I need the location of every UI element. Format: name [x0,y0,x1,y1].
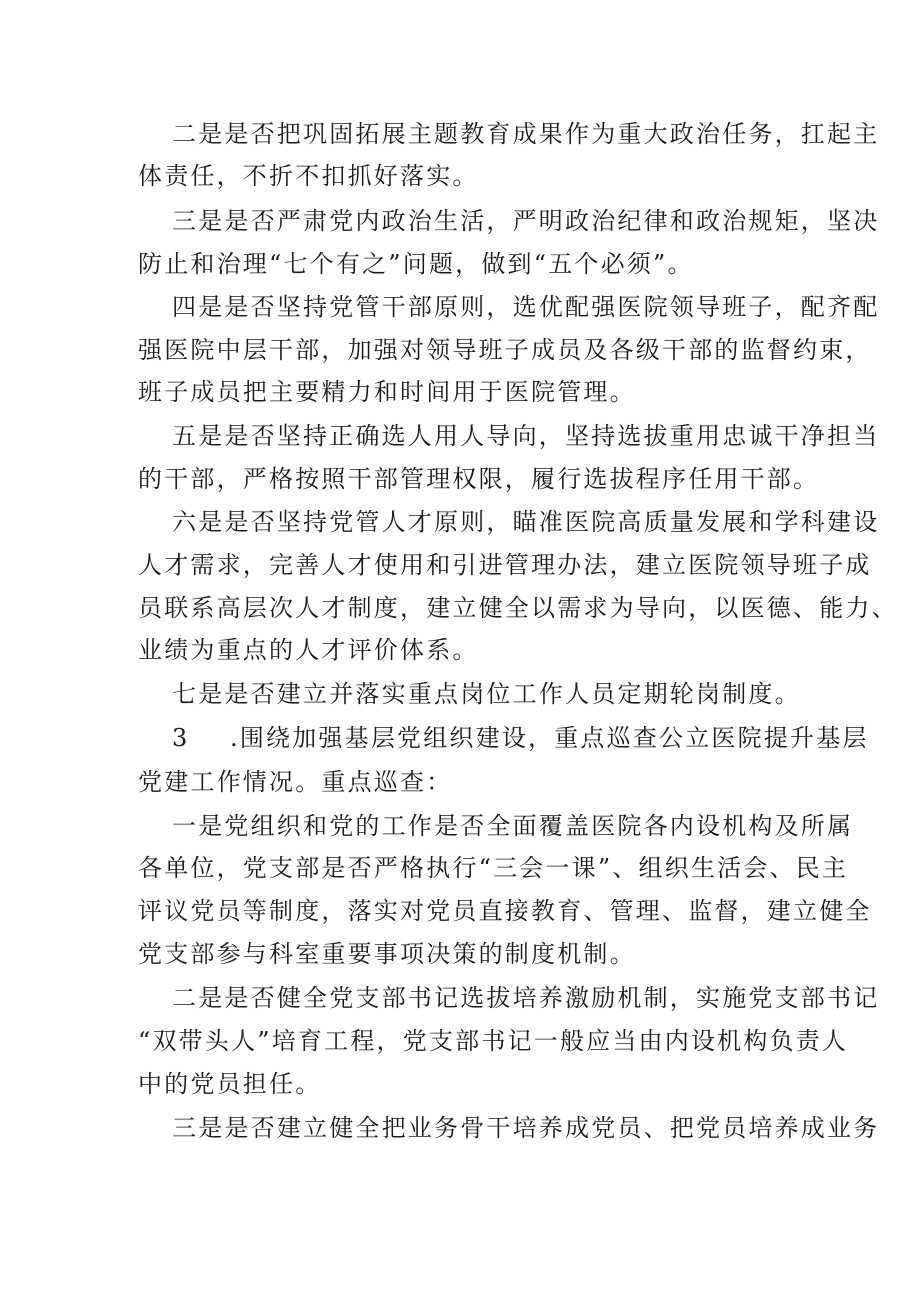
paragraph-line: 六是是否坚持党管人才原则，瞄准医院高质量发展和学科建设 [172,508,880,536]
paragraph-line: 的干部，严格按照干部管理权限，履行选拔程序任用干部。 [138,465,820,493]
paragraph-line: 七是是否建立并落实重点岗位工作人员定期轮岗制度。 [172,680,801,708]
paragraph-line: 党支部参与科室重要事项决策的制度机制。 [138,940,636,968]
paragraph-line: 评议党员等制度，落实对党员直接教育、管理、监督，建立健全 [138,897,872,925]
paragraph-line: 五是是否坚持正确选人用人导向，坚持选拔重用忠诚干净担当 [172,422,880,450]
paragraph-line: 中的党员担任。 [138,1070,322,1098]
paragraph-line: 三是是否建立健全把业务骨干培养成党员、把党员培养成业务 [172,1114,880,1142]
paragraph-line: 党建工作情况。重点巡查： [138,768,453,796]
paragraph-line: 班子成员把主要精力和时间用于医院管理。 [138,378,636,406]
section-heading-line [172,722,869,754]
section-number: 3 [172,724,190,752]
paragraph-line: 二是是否把巩固拓展主题教育成果作为重大政治任务，扛起主 [172,120,880,148]
paragraph-line: 体责任，不折不扣抓好落实。 [138,162,479,190]
paragraph-line: 三是是否严肃党内政治生活，严明政治纪律和政治规矩，坚决 [172,207,880,235]
paragraph-line: 强医院中层干部，加强对领导班子成员及各级干部的监督约束， [138,336,872,364]
paragraph-line: 人才需求，完善人才使用和引进管理办法，建立医院领导班子成 [138,551,872,579]
paragraph-line: 四是是否坚持党管干部原则，选优配强医院领导班子，配齐配 [172,293,880,321]
paragraph-line: 一是党组织和党的工作是否全面覆盖医院各内设机构及所属 [172,812,854,840]
paragraph-line: 防止和治理“七个有之”问题，做到“五个必须”。 [138,250,694,278]
paragraph-line: 各单位，党支部是否严格执行“三会一课”、组织生活会、民主 [138,854,849,882]
paragraph-line: 业绩为重点的人才评价体系。 [138,636,479,664]
section-heading-text: .围绕加强基层党组织建设，重点巡查公立医院提升基层 [230,724,869,752]
paragraph-line: 二是是否健全党支部书记选拔培养激励机制，实施党支部书记 [172,984,880,1012]
paragraph-line: “双带头人”培育工程，党支部书记一般应当由内设机构负责人 [138,1027,849,1055]
paragraph-line: 员联系高层次人才制度，建立健全以需求为导向，以医德、能力、 [138,594,898,622]
